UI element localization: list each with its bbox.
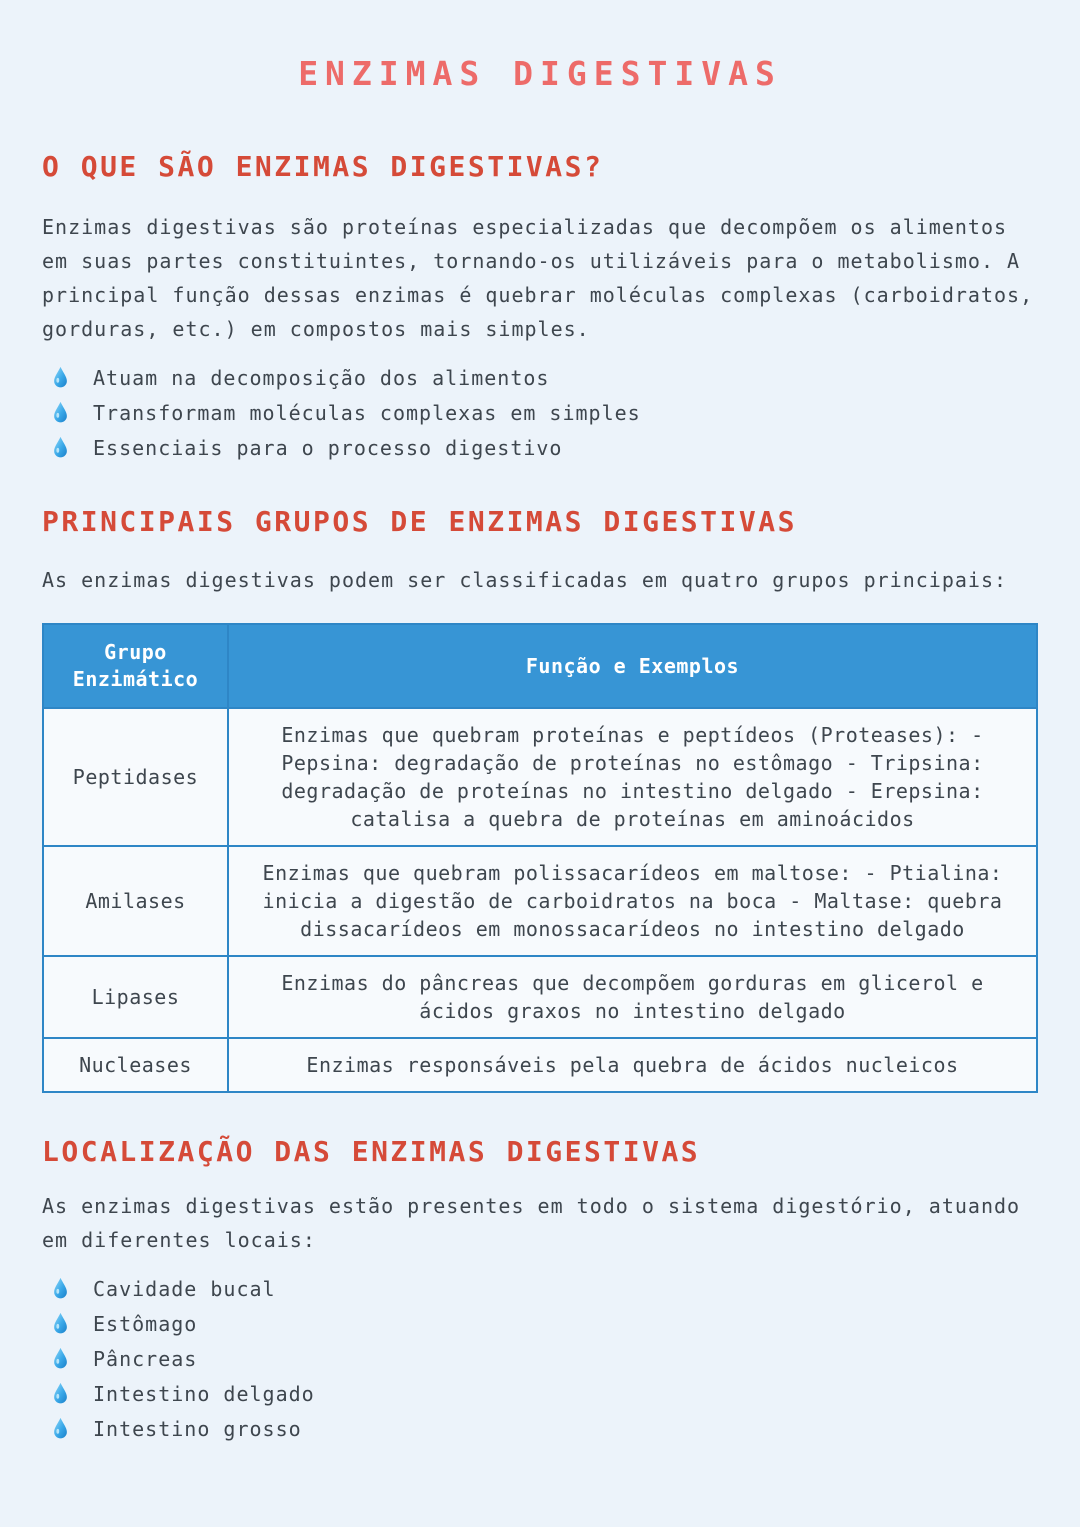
list-item — [52, 1306, 1038, 1341]
list-item-label: Transformam moléculas complexas em simples — [93, 400, 641, 425]
page-title: ENZIMAS DIGESTIVAS — [298, 54, 782, 93]
enzyme-groups-table — [42, 623, 1038, 1093]
section-heading-location: LOCALIZAÇÃO DAS ENZIMAS DIGESTIVAS — [42, 1135, 701, 1168]
table-header — [43, 624, 1037, 708]
list-item — [52, 360, 1038, 395]
group-cell: Lipases — [43, 956, 228, 1038]
paragraph-location: As enzimas digestivas estão presentes em todo o sistema digestório, atuando em diferentes locais: — [42, 1194, 1021, 1252]
table-row — [43, 956, 1037, 1038]
water-drop-icon — [52, 436, 69, 459]
table-row — [43, 708, 1037, 846]
list-item-label: Intestino delgado — [93, 1381, 315, 1406]
list-item-label: Intestino grosso — [93, 1416, 302, 1441]
paragraph-what: Enzimas digestivas são proteínas especializadas que decompõem os alimentos em suas partes constituintes, tornando-os utilizáveis para o metabolismo. A principal função dessas enzimas é quebrar moléculas complexas (carboidratos, gorduras, etc.) em compostos mais simples. — [42, 215, 1034, 341]
group-cell: Peptidases — [43, 708, 228, 846]
list-item — [52, 1376, 1038, 1411]
table-header-row — [43, 624, 1037, 708]
column-header-group: Grupo Enzimático — [43, 624, 228, 708]
list-item — [52, 395, 1038, 430]
list-item-label: Essenciais para o processo digestivo — [93, 435, 563, 460]
list-item-label: Estômago — [93, 1311, 198, 1336]
section-heading-what: O QUE SÃO ENZIMAS DIGESTIVAS? — [42, 150, 604, 183]
table-body — [43, 708, 1037, 1092]
water-drop-icon — [52, 1312, 69, 1335]
list-item — [52, 1341, 1038, 1376]
group-cell: Nucleases — [43, 1038, 228, 1092]
description-cell: Enzimas que quebram proteínas e peptídeos (Proteases): - Pepsina: degradação de proteínas no estômago - Tripsina: degradação de proteínas no intestino delgado - Erepsina: catalisa a quebra de proteínas em aminoácidos — [228, 708, 1037, 846]
group-cell: Amilases — [43, 846, 228, 956]
list-item — [52, 430, 1038, 465]
bullet-list-location — [42, 1271, 1038, 1446]
list-item — [52, 1271, 1038, 1306]
list-item-label: Pâncreas — [93, 1346, 198, 1371]
list-item-label: Cavidade bucal — [93, 1276, 276, 1301]
water-drop-icon — [52, 401, 69, 424]
section-heading-groups: PRINCIPAIS GRUPOS DE ENZIMAS DIGESTIVAS — [42, 505, 797, 538]
water-drop-icon — [52, 1417, 69, 1440]
list-item — [52, 1411, 1038, 1446]
table-row — [43, 846, 1037, 956]
description-cell: Enzimas responsáveis pela quebra de ácidos nucleicos — [228, 1038, 1037, 1092]
water-drop-icon — [52, 1277, 69, 1300]
paragraph-groups: As enzimas digestivas podem ser classificadas em quatro grupos principais: — [42, 568, 1008, 592]
water-drop-icon — [52, 1347, 69, 1370]
table-row — [43, 1038, 1037, 1092]
description-cell: Enzimas do pâncreas que decompõem gorduras em glicerol e ácidos graxos no intestino delgado — [228, 956, 1037, 1038]
water-drop-icon — [52, 1382, 69, 1405]
list-item-label: Atuam na decomposição dos alimentos — [93, 365, 550, 390]
description-cell: Enzimas que quebram polissacarídeos em maltose: - Ptialina: inicia a digestão de carboidratos na boca - Maltase: quebra dissacarídeos em monossacarídeos no intestino delgado — [228, 846, 1037, 956]
column-header-function: Função e Exemplos — [228, 624, 1037, 708]
bullet-list-what — [42, 360, 1038, 465]
water-drop-icon — [52, 366, 69, 389]
